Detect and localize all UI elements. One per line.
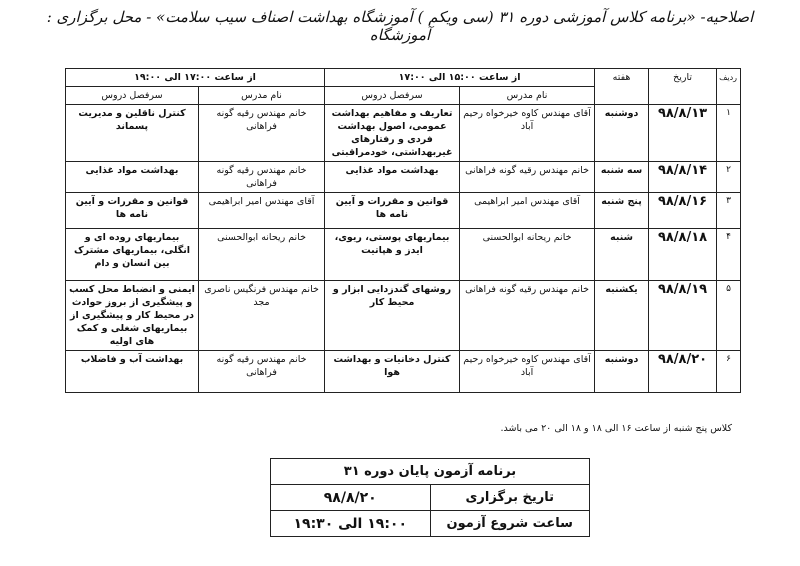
header-day: هفته [595, 69, 649, 105]
table-row [66, 193, 741, 229]
header-topic-2: سرفصل دروس [66, 87, 199, 105]
row-topic-2: ایمنی و انضباط محل کسب و پیشگیری از بروز حوادث در محیط کار و پیشگیری از بیماریهای شغلی و کمک های اولیه [66, 281, 199, 351]
row-topic-1: بهداشت مواد غذایی [325, 162, 460, 193]
row-topic-2: کنترل ناقلین و مدیریت پسماند [66, 105, 199, 162]
exam-date-value: ۹۸/۸/۲۰ [271, 485, 431, 511]
schedule-note: کلاس پنج شنبه از ساعت ۱۶ الی ۱۸ و ۱۸ الی ۲۰ می باشد. [500, 423, 732, 434]
row-day: پنج شنبه [595, 193, 649, 229]
header-row-number: ردیف [717, 69, 741, 105]
schedule-table [65, 68, 741, 393]
row-date: ۹۸/۸/۱۳ [649, 105, 717, 162]
row-topic-2: قوانین و مقررات و آیین نامه ها [66, 193, 199, 229]
row-topic-2: بهداشت آب و فاضلاب [66, 351, 199, 393]
row-day: دوشنبه [595, 351, 649, 393]
header-teacher-1: نام مدرس [460, 87, 595, 105]
row-number: ۳ [717, 193, 741, 229]
row-teacher-1: آقای مهندس کاوه خیرخواه رحیم آباد [460, 105, 595, 162]
table-header-row [66, 69, 741, 87]
header-slot2: از ساعت ۱۷:۰۰ الی ۱۹:۰۰ [66, 69, 325, 87]
table-row [66, 162, 741, 193]
row-teacher-1: خانم مهندس رقیه گونه فراهانی [460, 162, 595, 193]
table-row [66, 351, 741, 393]
row-topic-1: کنترل دخانیات و بهداشت هوا [325, 351, 460, 393]
row-teacher-1: خانم ریحانه ابوالحسنی [460, 229, 595, 281]
table-row [66, 229, 741, 281]
row-teacher-1: خانم مهندس رقیه گونه فراهانی [460, 281, 595, 351]
table-row [66, 281, 741, 351]
row-topic-2: بهداشت مواد غذایی [66, 162, 199, 193]
row-teacher-2: خانم مهندس رقیه گونه فراهانی [199, 162, 325, 193]
header-date: تاریخ [649, 69, 717, 105]
exam-title: برنامه آزمون پایان دوره ۳۱ [271, 459, 590, 485]
row-date: ۹۸/۸/۱۴ [649, 162, 717, 193]
table-row [66, 105, 741, 162]
exam-date-label: تاریخ برگزاری [430, 485, 590, 511]
row-day: یکشنبه [595, 281, 649, 351]
row-day: دوشنبه [595, 105, 649, 162]
row-teacher-2: خانم ریحانه ابوالحسنی [199, 229, 325, 281]
row-teacher-1: آقای مهندس امیر ابراهیمی [460, 193, 595, 229]
row-date: ۹۸/۸/۱۶ [649, 193, 717, 229]
row-number: ۴ [717, 229, 741, 281]
row-teacher-2: خانم مهندس فرنگیس ناصری مجد [199, 281, 325, 351]
row-number: ۶ [717, 351, 741, 393]
exam-time-value: ۱۹:۰۰ الی ۱۹:۳۰ [271, 511, 431, 537]
row-topic-2: بیماریهای روده ای و انگلی، بیماریهای مشترک بین انسان و دام [66, 229, 199, 281]
row-date: ۹۸/۸/۲۰ [649, 351, 717, 393]
row-topic-1: تعاریف و مفاهیم بهداشت عمومی، اصول بهداشت فردی و رفتارهای غیربهداشتی، خودمراقبتی [325, 105, 460, 162]
row-topic-1: بیماریهای پوستی، ریوی، ایدز و هپاتیت [325, 229, 460, 281]
row-teacher-2: آقای مهندس امیر ابراهیمی [199, 193, 325, 229]
page-title: اصلاحیه- «برنامه کلاس آموزشی دوره ۳۱ (سی ویکم ) آموزشگاه بهداشت اصناف سیب سلامت» - محل برگزاری : آموزشگاه [46, 8, 754, 44]
row-topic-1: روشهای گندزدایی ابزار و محیط کار [325, 281, 460, 351]
row-topic-1: قوانین و مقررات و آیین نامه ها [325, 193, 460, 229]
row-number: ۵ [717, 281, 741, 351]
row-date: ۹۸/۸/۱۹ [649, 281, 717, 351]
row-day: سه شنبه [595, 162, 649, 193]
row-teacher-1: آقای مهندس کاوه خیرخواه رحیم آباد [460, 351, 595, 393]
row-date: ۹۸/۸/۱۸ [649, 229, 717, 281]
header-topic-1: سرفصل دروس [325, 87, 460, 105]
row-day: شنبه [595, 229, 649, 281]
row-teacher-2: خانم مهندس رقیه گونه فراهانی [199, 351, 325, 393]
exam-table [270, 458, 590, 537]
row-number: ۲ [717, 162, 741, 193]
header-slot1: از ساعت ۱۵:۰۰ الی ۱۷:۰۰ [325, 69, 595, 87]
row-number: ۱ [717, 105, 741, 162]
header-teacher-2: نام مدرس [199, 87, 325, 105]
exam-time-label: ساعت شروع آزمون [430, 511, 590, 537]
row-teacher-2: خانم مهندس رقیه گونه فراهانی [199, 105, 325, 162]
